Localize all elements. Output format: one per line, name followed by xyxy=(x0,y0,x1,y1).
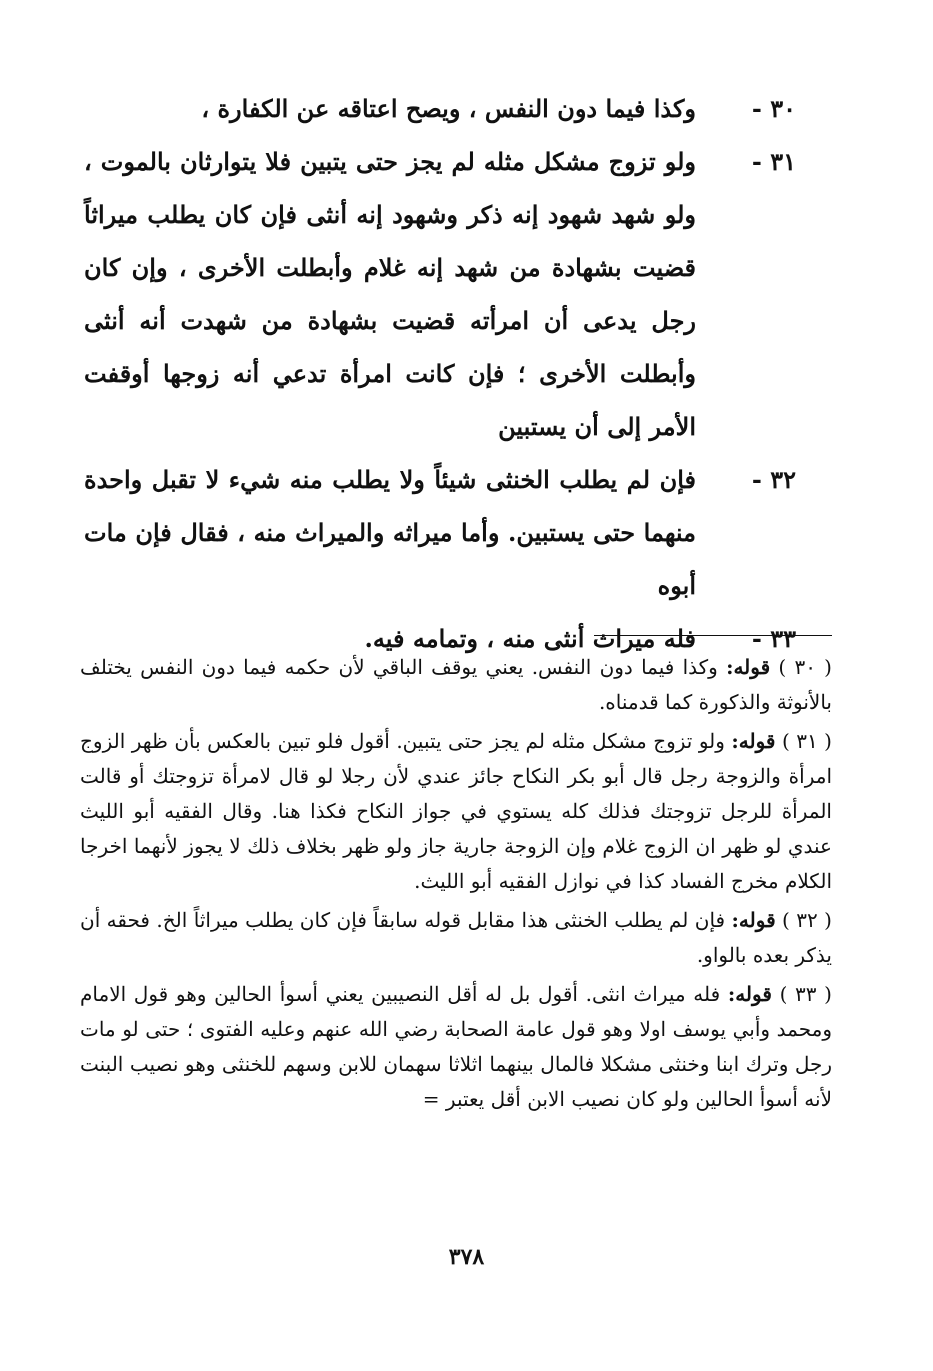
note-number: ( ٣١ ) xyxy=(781,729,832,753)
entry-number: ٣١ - xyxy=(751,147,796,176)
entry-number: ٣٠ - xyxy=(751,94,796,123)
note-text: فإن لم يطلب الخنثى هذا مقابل قوله سابقاً فإن كان يطلب ميراثاً الخ. فحقه أن يذكر بعده بالواو. xyxy=(80,908,832,967)
commentary-note xyxy=(80,977,832,1117)
note-number: ( ٣٣ ) xyxy=(779,982,832,1006)
commentary-note xyxy=(80,903,832,973)
note-label: قوله: xyxy=(731,908,776,932)
entry-text: فله ميراث أنثى منه ، وتمامه فيه. xyxy=(364,624,696,653)
note-text: ولو تزوج مشكل مثله لم يجز حتى يتبين. أقول فلو تبين بالعكس بأن ظهر الزوج امرأة والزوجة رجل قال أبو بكر النكاح جائز عندي لأن رجلا لو قال لامرأة تزوجتك أو قالت المرأة للرجل تزوجتك فذلك كله يستوي في جواز النكاح فكذا هنا. وقال الفقيه أبو الليث عندي لو ظهر ان الزوج غلام وإن الزوجة جارية جاز ولو ظهر بخلاف ذلك لا يجوز لأنهما اخرجا الكلام مخرج الفساد كذا في نوازل الفقيه أبو الليث. xyxy=(80,729,832,893)
entry-number: ٣٣ - xyxy=(751,624,796,653)
main-text-block xyxy=(84,82,796,665)
matn-entry xyxy=(84,135,796,453)
commentary-block xyxy=(80,650,832,1121)
commentary-note xyxy=(80,650,832,720)
note-label: قوله: xyxy=(731,729,776,753)
note-number: ( ٣٠ ) xyxy=(778,655,832,679)
entry-text: فإن لم يطلب الخنثى شيئاً ولا يطلب منه شيء لا تقبل واحدة منهما حتى يستبين. وأما ميراثه والميراث منه ، فقال فإن مات أبوه xyxy=(84,465,697,600)
footnote-divider xyxy=(594,635,832,636)
note-label: قوله: xyxy=(727,982,772,1006)
note-label: قوله: xyxy=(726,655,771,679)
note-text: وكذا فيما دون النفس. يعني يوقف الباقي لأن حكمه فيما دون النفس يختلف بالأنوثة والذكورة كما قدمناه. xyxy=(80,655,832,714)
page-number: ٣٧٨ xyxy=(448,1244,485,1270)
entry-text: ولو تزوج مشكل مثله لم يجز حتى يتبين فلا يتوارثان بالموت ، ولو شهد شهود إنه ذكر وشهود إنه أنثى فإن كان يطلب ميراثاً قضيت بشهادة من شهد إنه غلام وأبطلت الأخرى ، وإن كان رجل يدعى أن امرأته قضيت بشهادة من شهدت أنه أنثى وأبطلت الأخرى ؛ فإن كانت امرأة تدعي أنه زوجها أوقفت الأمر إلى أن يستبين xyxy=(84,147,696,441)
entry-text: وكذا فيما دون النفس ، ويصح اعتاقه عن الكفارة ، xyxy=(201,94,696,123)
matn-entry xyxy=(84,453,796,612)
entry-number: ٣٢ - xyxy=(751,465,796,494)
note-number: ( ٣٢ ) xyxy=(782,908,832,932)
commentary-note xyxy=(80,724,832,899)
note-text: فله ميراث انثى. أقول بل له أقل النصيبين يعني أسوأ الحالين وهو قول الامام ومحمد وأبي يوسف اولا وهو قول عامة الصحابة رضي الله عنهم وعليه الفتوى ؛ حتى لو مات رجل وترك ابنا وخنثى مشكلا فالمال بينهما اثلاثا سهمان للابن وسهم للخنثى وهو نصيب البنت لأنه أسوأ الحالين ولو كان نصيب الابن أقل يعتبر = xyxy=(80,982,832,1111)
matn-entry xyxy=(84,82,796,135)
